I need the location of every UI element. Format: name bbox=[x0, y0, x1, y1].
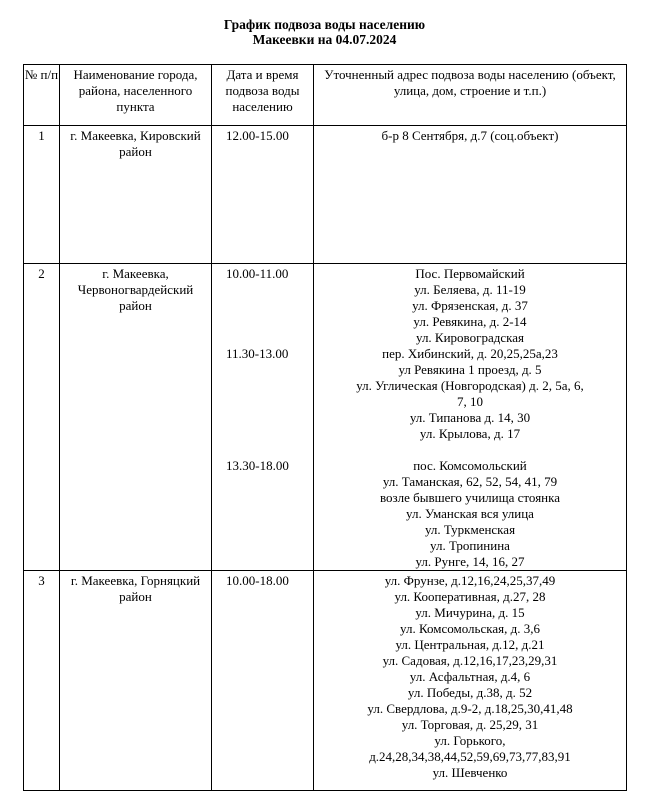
address-line: ул. Мичурина, д. 15 bbox=[415, 605, 525, 620]
address-line: ул Ревякина 1 проезд, д. 5 bbox=[398, 362, 542, 377]
address-line: ул. Таманская, 62, 52, 54, 41, 79 bbox=[382, 474, 558, 489]
delivery-addresses bbox=[314, 571, 627, 791]
address-line: д.24,28,34,38,44,52,59,69,73,77,83,91 bbox=[369, 749, 571, 764]
col-header-name: Наименование города, района, населенного пункта bbox=[60, 65, 212, 126]
address-line: б-р 8 Сентября, д.7 (соц.объект) bbox=[381, 128, 559, 143]
delivery-times bbox=[212, 264, 314, 571]
address-group bbox=[314, 128, 626, 144]
address-line: Пос. Первомайский bbox=[415, 266, 525, 281]
address-group bbox=[314, 458, 626, 570]
delivery-addresses bbox=[314, 264, 627, 571]
time-slot: 12.00-15.00 bbox=[226, 128, 289, 143]
address-line: ул. Крылова, д. 17 bbox=[419, 426, 521, 441]
address-line: ул. Центральная, д.12, д.21 bbox=[395, 637, 545, 652]
address-line: ул. Шевченко bbox=[432, 765, 508, 780]
address-line: возле бывшего училища стоянка bbox=[379, 490, 561, 505]
address-line: ул. Торговая, д. 25,29, 31 bbox=[401, 717, 539, 732]
address-line: ул. Кировоградская bbox=[416, 330, 524, 345]
address-line: ул. Углическая (Новгородская) д. 2, 5а, 6, bbox=[356, 378, 584, 393]
col-header-no: № п/п bbox=[24, 65, 60, 126]
delivery-times bbox=[212, 571, 314, 791]
row-number: 2 bbox=[24, 264, 60, 571]
address-line: ул. Беляева, д. 11-19 bbox=[414, 282, 526, 297]
time-slot: 13.30-18.00 bbox=[226, 458, 289, 473]
address-line: ул. Тропинина bbox=[430, 538, 510, 553]
row-number: 1 bbox=[24, 126, 60, 264]
address-line: ул. Победы, д.38, д. 52 bbox=[407, 685, 533, 700]
district-name: г. Макеевка, Червоногвардейский район bbox=[60, 264, 212, 571]
address-line: ул. Асфальтная, д.4, 6 bbox=[409, 669, 531, 684]
district-name: г. Макеевка, Кировский район bbox=[60, 126, 212, 264]
table-row bbox=[24, 571, 627, 791]
address-line: ул. Садовая, д.12,16,17,23,29,31 bbox=[382, 653, 558, 668]
table-header-row bbox=[24, 65, 627, 126]
address-line: ул. Горького, bbox=[434, 733, 506, 748]
address-line: ул. Рунге, 14, 16, 27 bbox=[415, 554, 525, 569]
delivery-times bbox=[212, 126, 314, 264]
delivery-addresses bbox=[314, 126, 627, 264]
address-line: ул. Типанова д. 14, 30 bbox=[409, 410, 531, 425]
col-header-address: Уточненный адрес подвоза воды населению (объект, улица, дом, строение и т.п.) bbox=[314, 65, 627, 126]
district-name: г. Макеевка, Горняцкий район bbox=[60, 571, 212, 791]
address-line: ул. Свердлова, д.9-2, д.18,25,30,41,48 bbox=[367, 701, 573, 716]
title-line-2: Макеевки на 04.07.2024 bbox=[252, 32, 397, 47]
title-line-1: График подвоза воды населению bbox=[223, 17, 426, 32]
col-header-time: Дата и время подвоза воды населению bbox=[212, 65, 314, 126]
address-line: пос. Комсомольский bbox=[413, 458, 527, 473]
water-schedule-table bbox=[23, 64, 627, 791]
address-line: ул. Фрязенская, д. 37 bbox=[412, 298, 528, 313]
address-group bbox=[314, 346, 626, 442]
address-group bbox=[314, 573, 626, 781]
address-line: пер. Хибинский, д. 20,25,25а,23 bbox=[382, 346, 558, 361]
time-slot: 11.30-13.00 bbox=[226, 346, 289, 361]
address-line: ул. Фрунзе, д.12,16,24,25,37,49 bbox=[384, 573, 556, 588]
table-row bbox=[24, 264, 627, 571]
address-line: ул. Туркменская bbox=[424, 522, 516, 537]
address-group bbox=[314, 266, 626, 346]
table-row bbox=[24, 126, 627, 264]
time-slot: 10.00-11.00 bbox=[226, 266, 289, 281]
address-line: 7, 10 bbox=[457, 394, 483, 409]
address-line: ул. Кооперативная, д.27, 28 bbox=[394, 589, 546, 604]
address-line: ул. Комсомольская, д. 3,6 bbox=[400, 621, 540, 636]
address-line: ул. Уманская вся улица bbox=[406, 506, 534, 521]
address-line: ул. Ревякина, д. 2-14 bbox=[413, 314, 527, 329]
document-title bbox=[0, 17, 649, 47]
row-number: 3 bbox=[24, 571, 60, 791]
time-slot: 10.00-18.00 bbox=[226, 573, 289, 588]
